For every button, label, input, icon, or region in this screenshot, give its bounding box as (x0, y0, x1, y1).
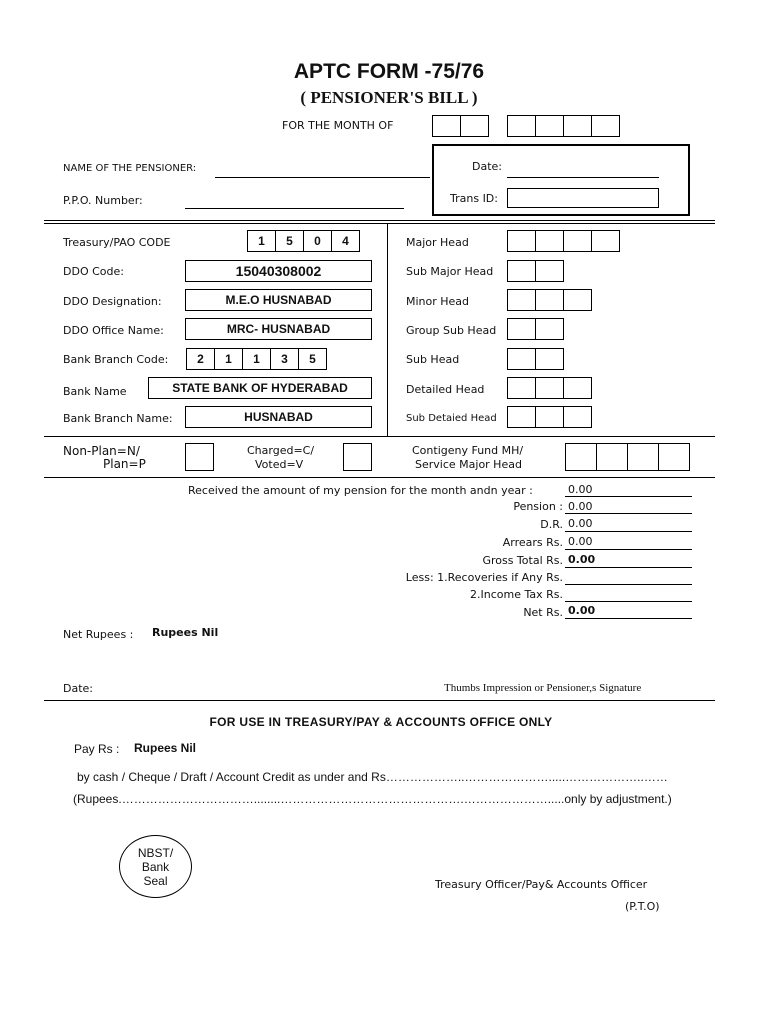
head-box[interactable] (591, 230, 620, 252)
pensioner-name-field[interactable] (215, 177, 430, 178)
pension-label: Pension : (513, 500, 563, 513)
nonplan-box[interactable] (185, 443, 214, 471)
head-box[interactable] (507, 230, 536, 252)
sub-head-label: Sub Head (406, 353, 460, 366)
year-box[interactable] (591, 115, 620, 137)
date-field[interactable] (507, 177, 659, 178)
arrears-label: Arrears Rs. (502, 536, 563, 549)
net-line (565, 618, 692, 619)
income-tax-label: 2.Income Tax Rs. (470, 588, 563, 601)
bank-branch-code-digit[interactable]: 3 (270, 348, 299, 370)
head-box[interactable] (535, 406, 564, 428)
treasury-code-digit[interactable]: 0 (303, 230, 332, 252)
pension-value: 0.00 (568, 500, 593, 513)
head-box[interactable] (563, 406, 592, 428)
column-divider (387, 224, 388, 436)
dr-value: 0.00 (568, 517, 593, 530)
minor-head-boxes[interactable] (507, 289, 592, 311)
major-head-label: Major Head (406, 236, 469, 249)
year-boxes[interactable] (507, 115, 620, 137)
year-box[interactable] (535, 115, 564, 137)
ddo-code-label: DDO Code: (63, 265, 124, 278)
divider-top-2 (44, 223, 715, 224)
gross-label: Gross Total Rs. (482, 554, 563, 567)
dr-line (565, 531, 692, 532)
head-box[interactable] (535, 318, 564, 340)
treasury-code-digit[interactable]: 4 (331, 230, 360, 252)
treasury-code-label: Treasury/PAO CODE (63, 236, 171, 249)
charged-label-1: Charged=C/ (247, 444, 315, 457)
treasury-code-digit[interactable]: 1 (247, 230, 276, 252)
pay-value: Rupees Nil (134, 741, 197, 755)
treasury-heading: FOR USE IN TREASURY/PAY & ACCOUNTS OFFICE ONLY (209, 715, 553, 729)
pay-label: Pay Rs : (74, 742, 120, 756)
month-label: FOR THE MONTH OF (282, 119, 394, 132)
charged-label-2: Voted=V (255, 458, 304, 471)
ddo-code-field[interactable]: 15040308002 (185, 260, 372, 282)
divider-plan-bottom (44, 477, 715, 478)
pto-label: (P.T.O) (625, 900, 660, 913)
sub-detailed-head-label: Sub Detaied Head (406, 413, 497, 424)
month-box[interactable] (432, 115, 461, 137)
seal-line-2: Bank (141, 859, 170, 874)
ppo-field[interactable] (185, 208, 404, 209)
pensioner-name-label: NAME OF THE PENSIONER: (63, 163, 197, 174)
seal-line-3: Seal (143, 873, 168, 888)
pension-line (565, 513, 692, 514)
sub-major-head-boxes[interactable] (507, 260, 564, 282)
received-line (565, 496, 692, 497)
nonplan-label-2: Plan=P (103, 457, 146, 471)
trans-id-field[interactable] (507, 188, 659, 208)
month-box[interactable] (460, 115, 489, 137)
net-label: Net Rs. (523, 606, 563, 619)
bank-seal (119, 835, 192, 898)
received-value: 0.00 (568, 483, 593, 496)
ddo-designation-label: DDO Designation: (63, 295, 162, 308)
ddo-office-label: DDO Office Name: (63, 324, 164, 337)
seal-line-1: NBST/ (137, 845, 174, 860)
bank-branch-code-digit[interactable]: 1 (242, 348, 271, 370)
head-box[interactable] (507, 289, 536, 311)
head-box[interactable] (507, 318, 536, 340)
date-label: Date: (472, 160, 502, 173)
treasury-officer: Treasury Officer/Pay& Accounts Officer (435, 878, 648, 891)
year-box[interactable] (507, 115, 536, 137)
divider-top (44, 220, 715, 221)
minor-head-label: Minor Head (406, 295, 470, 308)
head-box[interactable] (563, 289, 592, 311)
divider-treasury (44, 700, 715, 701)
bank-branch-code-label: Bank Branch Code: (63, 353, 169, 366)
contingency-boxes[interactable] (565, 443, 690, 471)
gross-value: 0.00 (568, 553, 596, 566)
recoveries-label: Less: 1.Recoveries if Any Rs. (405, 571, 563, 584)
bank-name-label: Bank Name (63, 385, 127, 398)
form-subtitle: ( PENSIONER'S BILL ) (300, 88, 478, 107)
contingency-label-2: Service Major Head (415, 458, 522, 471)
contingency-box[interactable] (596, 443, 628, 471)
treasury-code-digit[interactable]: 5 (275, 230, 304, 252)
income-tax-line[interactable] (565, 601, 692, 602)
head-box[interactable] (507, 260, 536, 282)
month-boxes[interactable] (432, 115, 489, 137)
form-title: APTC FORM -75/76 (293, 60, 485, 83)
head-box[interactable] (535, 230, 564, 252)
head-box[interactable] (507, 406, 536, 428)
head-box[interactable] (507, 377, 536, 399)
group-sub-head-boxes[interactable] (507, 318, 564, 340)
major-head-boxes[interactable] (507, 230, 620, 252)
divider-plan-top (44, 436, 715, 437)
treasury-code-boxes[interactable] (247, 230, 360, 252)
head-box[interactable] (507, 348, 536, 370)
ddo-office-field[interactable]: MRC- HUSNABAD (185, 318, 372, 340)
head-box[interactable] (535, 348, 564, 370)
bank-branch-code-boxes[interactable] (186, 348, 327, 370)
detailed-head-label: Detailed Head (406, 383, 485, 396)
head-box[interactable] (535, 289, 564, 311)
contingency-box[interactable] (627, 443, 659, 471)
sub-detailed-head-boxes[interactable] (507, 406, 592, 428)
gross-line (565, 567, 692, 568)
detailed-head-boxes[interactable] (507, 377, 592, 399)
net-rupees-label: Net Rupees : (63, 628, 134, 641)
dr-label: D.R. (540, 518, 563, 531)
year-box[interactable] (563, 115, 592, 137)
arrears-line (565, 549, 692, 550)
ppo-label: P.P.O. Number: (63, 194, 143, 207)
received-label: Received the amount of my pension for the month andn year : (188, 484, 533, 497)
head-box[interactable] (563, 377, 592, 399)
group-sub-head-label: Group Sub Head (406, 324, 497, 337)
trans-id-label: Trans ID: (450, 192, 498, 205)
bank-branch-code-digit[interactable]: 1 (214, 348, 243, 370)
arrears-value: 0.00 (568, 535, 593, 548)
bank-branch-name-label: Bank Branch Name: (63, 412, 173, 425)
cash-line: by cash / Cheque / Draft / Account Credit as under and Rs………………..………………….....………………..…… (77, 770, 668, 784)
head-box[interactable] (535, 260, 564, 282)
head-box[interactable] (535, 377, 564, 399)
signature-date-label: Date: (63, 682, 93, 695)
bank-branch-code-digit[interactable]: 2 (186, 348, 215, 370)
contingency-label-1: Contigeny Fund MH/ (412, 444, 524, 457)
bank-name-field[interactable]: STATE BANK OF HYDERABAD (148, 377, 372, 399)
net-value: 0.00 (568, 604, 596, 617)
signature-label: Thumbs Impression or Pensioner,s Signature (444, 682, 642, 694)
rupees-line: (Rupees.……………………………........……………………………………….………………….....only by adjustment.) (73, 792, 672, 806)
sub-head-boxes[interactable] (507, 348, 564, 370)
charged-box[interactable] (343, 443, 372, 471)
contingency-box[interactable] (565, 443, 597, 471)
head-box[interactable] (563, 230, 592, 252)
bank-branch-name-field[interactable]: HUSNABAD (185, 406, 372, 428)
contingency-box[interactable] (658, 443, 690, 471)
net-rupees-value: Rupees Nil (152, 626, 219, 639)
sub-major-head-label: Sub Major Head (406, 265, 494, 278)
recoveries-line[interactable] (565, 584, 692, 585)
ddo-designation-field[interactable]: M.E.O HUSNABAD (185, 289, 372, 311)
bank-branch-code-digit[interactable]: 5 (298, 348, 327, 370)
nonplan-label-1: Non-Plan=N/ (63, 444, 140, 458)
